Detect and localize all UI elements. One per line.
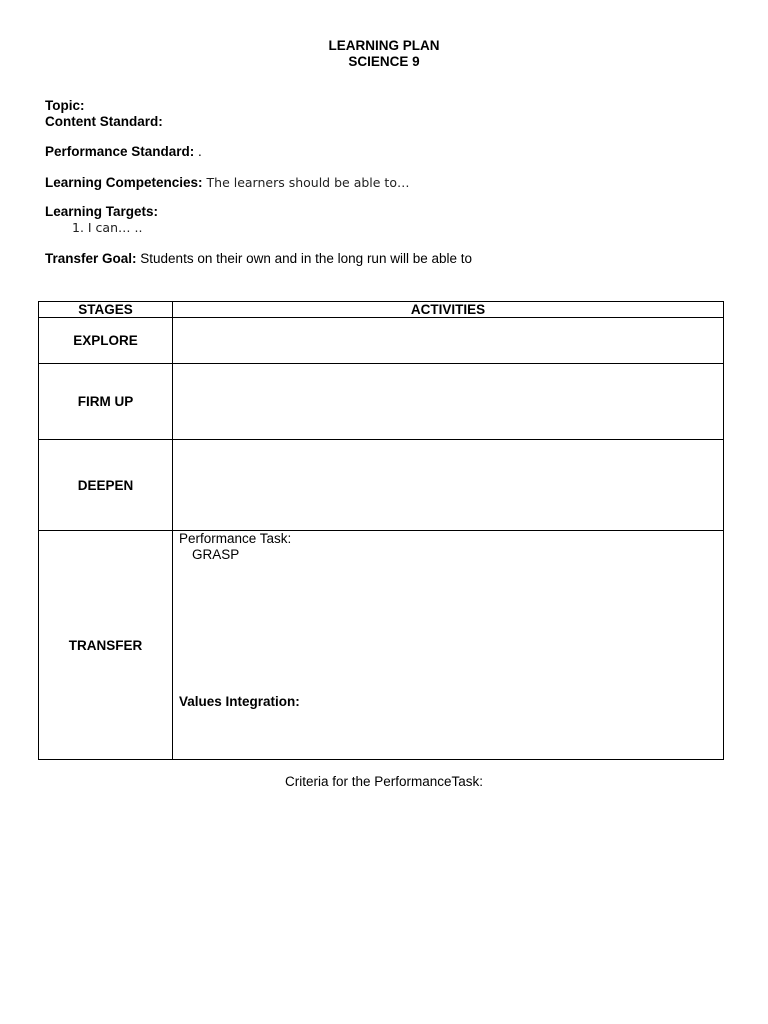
content-standard-line [45, 114, 163, 129]
activities-header: ACTIVITIES [173, 302, 724, 318]
table-row [39, 364, 724, 440]
topic-line [45, 98, 85, 113]
transfer-goal-line [45, 251, 472, 266]
stage-firm-up: FIRM UP [39, 364, 173, 440]
activity-cell-transfer [173, 531, 724, 760]
learning-competencies-value: The learners should be able to… [202, 175, 410, 190]
criteria-label: Criteria for the PerformanceTask: [284, 774, 484, 789]
table-row [39, 531, 724, 760]
performance-task-label: Performance Task: [179, 531, 292, 546]
table-header-row [39, 302, 724, 318]
stages-header: STAGES [39, 302, 173, 318]
stage-deepen: DEEPEN [39, 440, 173, 531]
learning-competencies-label: Learning Competencies: [45, 175, 203, 190]
learning-targets-label: Learning Targets: [45, 204, 159, 219]
stage-transfer: TRANSFER [39, 531, 173, 760]
topic-label: Topic: [45, 98, 85, 113]
transfer-goal-value: Students on their own and in the long run will be able to [136, 251, 473, 266]
performance-standard-label: Performance Standard: [45, 144, 195, 159]
activity-cell-explore [173, 318, 724, 364]
document-subtitle: SCIENCE 9 [348, 54, 420, 69]
grasp-label: GRASP [192, 547, 240, 562]
values-integration-label: Values Integration: [179, 694, 300, 709]
transfer-goal-label: Transfer Goal: [45, 251, 137, 266]
document-title: LEARNING PLAN [328, 38, 440, 53]
learning-target-item: 1. I can… .. [72, 220, 143, 235]
content-standard-label: Content Standard: [45, 114, 163, 129]
learning-competencies-line [45, 175, 409, 190]
learning-targets-line [45, 204, 158, 219]
table-row [39, 440, 724, 531]
performance-standard-line [45, 144, 202, 159]
stage-explore: EXPLORE [39, 318, 173, 364]
table-row [39, 318, 724, 364]
activity-cell-firm-up [173, 364, 724, 440]
activity-cell-deepen [173, 440, 724, 531]
learning-plan-table [38, 301, 724, 760]
performance-standard-value: . [194, 144, 202, 159]
